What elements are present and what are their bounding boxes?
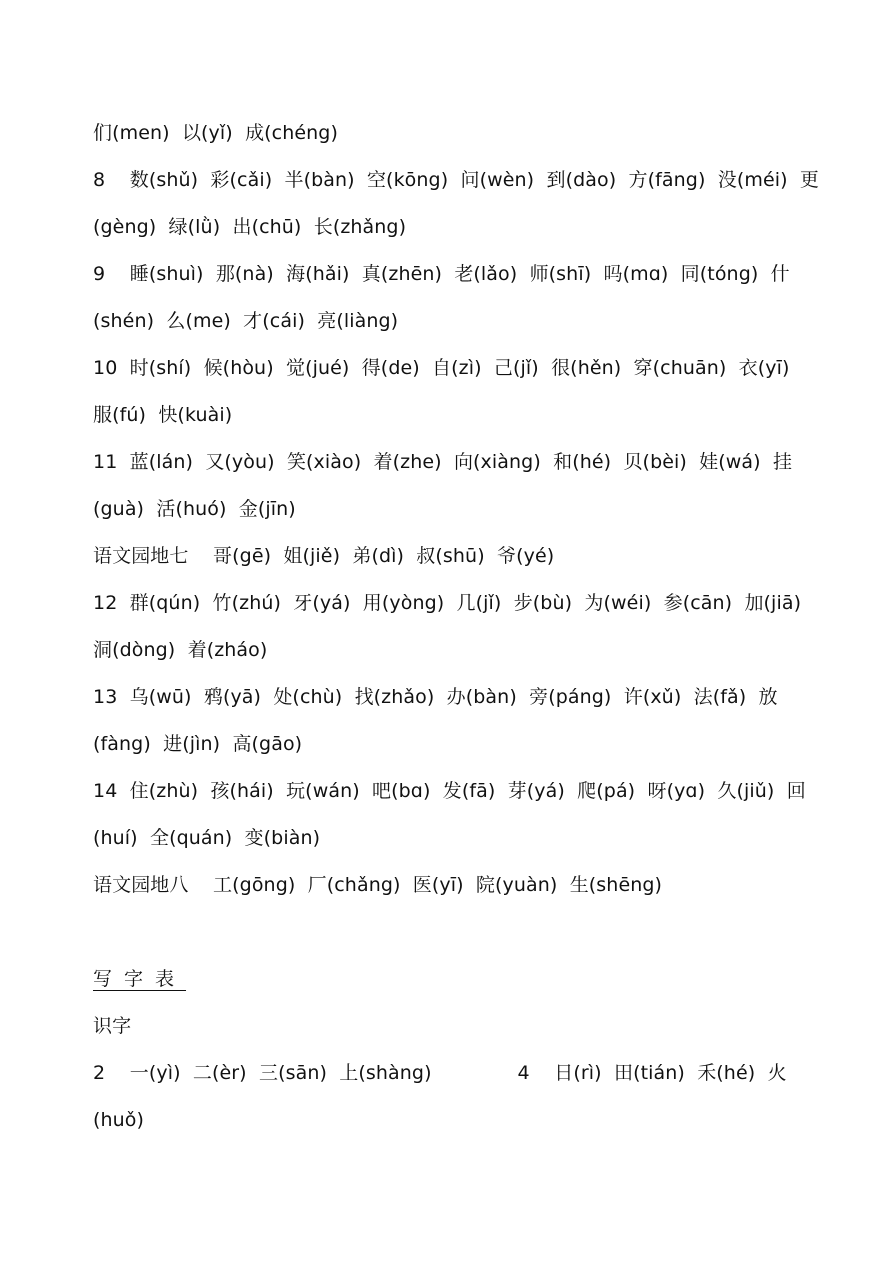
text-line: 洞(dòng) 着(zháo) [93, 639, 268, 661]
text-line: 2 一(yì) 二(èr) 三(sān) 上(shàng) 4 日(rì) 田(tián) 禾(hé) 火 [93, 1062, 787, 1084]
document-page [93, 110, 820, 1144]
text-line: 14 住(zhù) 孩(hái) 玩(wán) 吧(bɑ) 发(fā) 芽(yá) 爬(pá) 呀(yɑ) 久(jiǔ) 回 [93, 780, 806, 802]
text-line: 11 蓝(lán) 又(yòu) 笑(xiào) 着(zhe) 向(xiàng) 和(hé) 贝(bèi) 娃(wá) 挂 [93, 451, 793, 473]
section-heading-text: 写字表 [93, 968, 187, 990]
text-line: (shén) 么(me) 才(cái) 亮(liàng) [93, 310, 399, 332]
text-line: 语文园地七 哥(gē) 姐(jiě) 弟(dì) 叔(shū) 爷(yé) [93, 545, 555, 567]
text-line: 10 时(shí) 候(hòu) 觉(jué) 得(de) 自(zì) 己(jǐ) 很(hěn) 穿(chuān) 衣(yī) [93, 357, 790, 379]
text-line: (huǒ) [93, 1109, 145, 1131]
text-line: (guà) 活(huó) 金(jīn) [93, 498, 296, 520]
text-line: 语文园地八 工(gōng) 厂(chǎng) 医(yī) 院(yuàn) 生(shēng) [93, 874, 663, 896]
text-line: (fàng) 进(jìn) 高(gāo) [93, 733, 303, 755]
text-line: 13 乌(wū) 鸦(yā) 处(chù) 找(zhǎo) 办(bàn) 旁(páng) 许(xǔ) 法(fǎ) 放 [93, 686, 778, 708]
text-line: (huí) 全(quán) 变(biàn) [93, 827, 321, 849]
text-line: 9 睡(shuì) 那(nà) 海(hǎi) 真(zhēn) 老(lǎo) 师(shī) 吗(mɑ) 同(tóng) 什 [93, 263, 790, 285]
text-line: 8 数(shǔ) 彩(cǎi) 半(bàn) 空(kōng) 问(wèn) 到(dào) 方(fāng) 没(méi) 更 [93, 169, 820, 191]
section-subheading: 识字 [93, 1015, 132, 1037]
text-line: (gèng) 绿(lǜ) 出(chū) 长(zhǎng) [93, 216, 407, 238]
text-line: 12 群(qún) 竹(zhú) 牙(yá) 用(yòng) 几(jǐ) 步(bù) 为(wéi) 参(cān) 加(jiā) [93, 592, 802, 614]
text-line: 服(fú) 快(kuài) [93, 404, 233, 426]
section-heading [93, 956, 808, 1003]
text-line: 们(men) 以(yǐ) 成(chéng) [93, 122, 338, 144]
